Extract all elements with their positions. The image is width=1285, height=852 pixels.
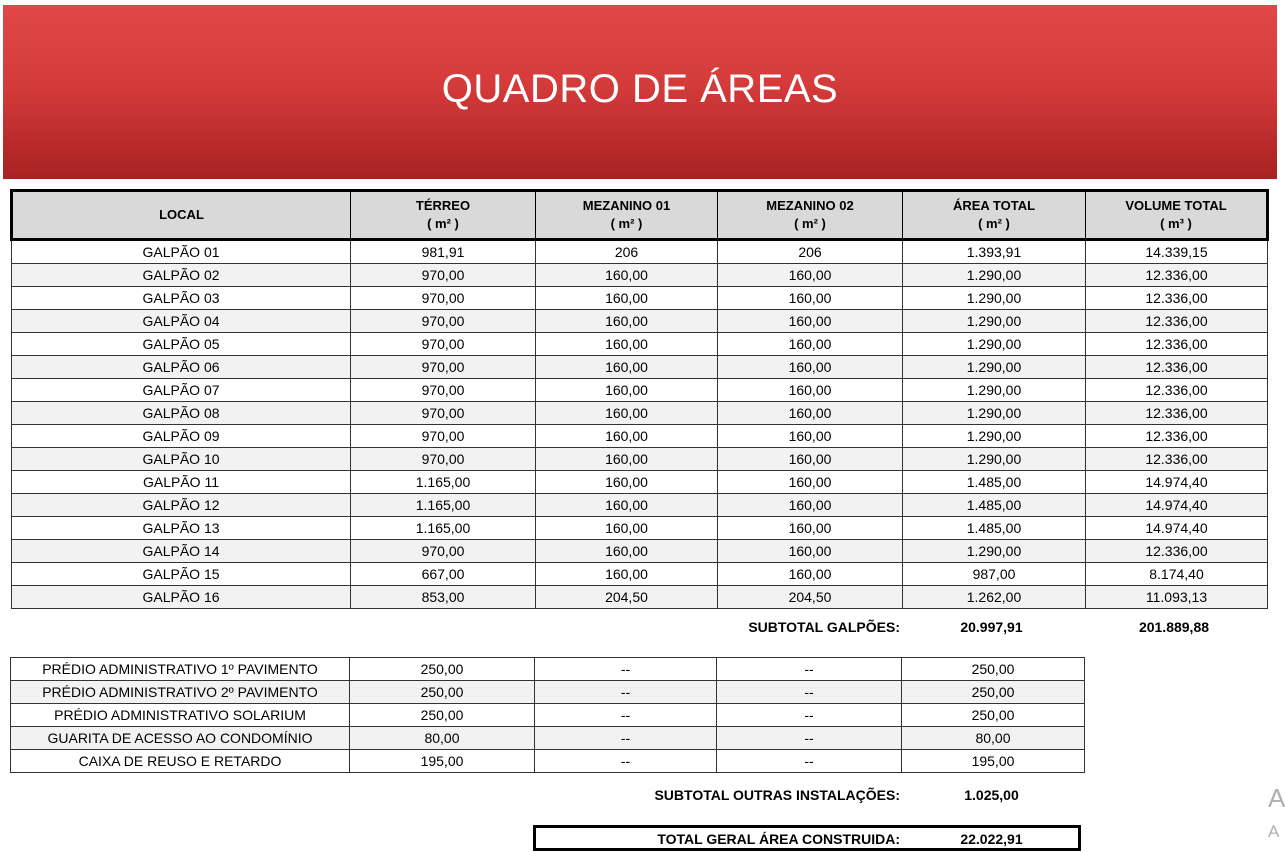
column-header-label: VOLUME TOTAL bbox=[1125, 198, 1227, 213]
subtotal-galpoes-volume: 201.889,88 bbox=[1138, 619, 1210, 635]
table-cell-terreo: 667,00 bbox=[351, 563, 536, 586]
table-cell-area-total: 1.290,00 bbox=[903, 287, 1086, 310]
table-cell-local: GALPÃO 15 bbox=[12, 563, 351, 586]
table-cell-mezanino-02: -- bbox=[717, 727, 902, 750]
table-cell-volume-total: 8.174,40 bbox=[1086, 563, 1268, 586]
table-cell-mezanino-01: -- bbox=[535, 658, 717, 681]
outras-instalacoes-table bbox=[10, 657, 1085, 773]
table-cell-mezanino-02: 206 bbox=[718, 240, 903, 264]
table-cell-local: GALPÃO 05 bbox=[12, 333, 351, 356]
table-cell-local: GALPÃO 01 bbox=[12, 240, 351, 264]
table-cell-terreo: 80,00 bbox=[350, 727, 535, 750]
table-header-row bbox=[12, 191, 1268, 240]
column-header-label: MEZANINO 01 bbox=[582, 198, 671, 213]
table-cell-terreo: 250,00 bbox=[350, 658, 535, 681]
table-cell-mezanino-01: 160,00 bbox=[536, 379, 718, 402]
table-cell-volume-total: 14.974,40 bbox=[1086, 517, 1268, 540]
table-row bbox=[11, 658, 1085, 681]
column-header-label: TÉRREO bbox=[415, 198, 471, 213]
table-cell-terreo: 970,00 bbox=[351, 356, 536, 379]
table-cell-local: GALPÃO 06 bbox=[12, 356, 351, 379]
table-cell-volume-total: 12.336,00 bbox=[1086, 448, 1268, 471]
column-header-unit: ( m² ) bbox=[978, 216, 1010, 231]
table-cell-mezanino-02: 160,00 bbox=[718, 333, 903, 356]
table-cell-terreo: 250,00 bbox=[350, 704, 535, 727]
table-cell-mezanino-02: 160,00 bbox=[718, 356, 903, 379]
total-geral-label: TOTAL GERAL ÁREA CONSTRUIDA: bbox=[657, 831, 900, 847]
table-cell-volume-total: 14.974,40 bbox=[1086, 494, 1268, 517]
galpoes-table bbox=[10, 189, 1269, 609]
table-cell-terreo: 970,00 bbox=[351, 310, 536, 333]
table-cell-area-total: 1.290,00 bbox=[903, 333, 1086, 356]
table-cell-mezanino-01: 204,50 bbox=[536, 586, 718, 609]
table-cell-mezanino-01: 160,00 bbox=[536, 494, 718, 517]
table-row bbox=[12, 448, 1268, 471]
table-cell-mezanino-02: 160,00 bbox=[718, 402, 903, 425]
table-cell-volume-total: 12.336,00 bbox=[1086, 356, 1268, 379]
table-cell-area-total: 987,00 bbox=[903, 563, 1086, 586]
column-header-unit: ( m² ) bbox=[610, 216, 643, 231]
table-row bbox=[11, 727, 1085, 750]
column-header-volume-total bbox=[1086, 191, 1268, 240]
table-cell-local: GALPÃO 02 bbox=[12, 264, 351, 287]
table-cell-volume-total: 12.336,00 bbox=[1086, 425, 1268, 448]
table-row bbox=[11, 704, 1085, 727]
edge-glyph-small: A bbox=[1268, 822, 1280, 841]
table-cell-terreo: 1.165,00 bbox=[351, 494, 536, 517]
table-cell-area-total: 1.290,00 bbox=[903, 379, 1086, 402]
table-cell-terreo: 250,00 bbox=[350, 681, 535, 704]
column-header-unit: ( m² ) bbox=[794, 216, 826, 231]
subtotal-outras-area: 1.025,00 bbox=[964, 787, 1019, 803]
table-cell-mezanino-02: 160,00 bbox=[718, 310, 903, 333]
column-header-area-total bbox=[903, 191, 1086, 240]
table-cell-mezanino-02: 160,00 bbox=[718, 264, 903, 287]
column-header-unit: ( m² ) bbox=[427, 216, 459, 231]
table-cell-mezanino-01: 206 bbox=[536, 240, 718, 264]
table-cell-terreo: 970,00 bbox=[351, 402, 536, 425]
table-cell-volume-total: 12.336,00 bbox=[1086, 287, 1268, 310]
table-cell-terreo: 970,00 bbox=[351, 333, 536, 356]
column-header-label: MEZANINO 02 bbox=[766, 198, 854, 213]
table-cell-mezanino-02: 160,00 bbox=[718, 494, 903, 517]
table-cell-mezanino-01: 160,00 bbox=[536, 356, 718, 379]
table-cell-mezanino-01: 160,00 bbox=[536, 540, 718, 563]
table-row bbox=[12, 425, 1268, 448]
table-cell-area-total: 1.290,00 bbox=[903, 264, 1086, 287]
table-cell-area-total: 1.290,00 bbox=[903, 356, 1086, 379]
table-cell-area-total: 1.290,00 bbox=[903, 425, 1086, 448]
table-cell-terreo: 853,00 bbox=[351, 586, 536, 609]
table-cell-mezanino-02: -- bbox=[717, 681, 902, 704]
table-cell-local: GALPÃO 08 bbox=[12, 402, 351, 425]
table-row bbox=[12, 379, 1268, 402]
table-row bbox=[12, 287, 1268, 310]
table-cell-local: PRÉDIO ADMINISTRATIVO SOLARIUM bbox=[11, 704, 350, 727]
table-row bbox=[12, 563, 1268, 586]
table-cell-mezanino-01: 160,00 bbox=[536, 310, 718, 333]
table-cell-mezanino-02: 204,50 bbox=[718, 586, 903, 609]
subtotal-galpoes-label: SUBTOTAL GALPÕES: bbox=[748, 619, 900, 635]
table-cell-mezanino-02: 160,00 bbox=[718, 287, 903, 310]
edge-glyph-large: A bbox=[1268, 783, 1285, 813]
table-cell-mezanino-02: -- bbox=[717, 704, 902, 727]
table-cell-mezanino-02: 160,00 bbox=[718, 563, 903, 586]
column-header-terreo bbox=[351, 191, 536, 240]
table-cell-terreo: 970,00 bbox=[351, 540, 536, 563]
table-cell-mezanino-02: 160,00 bbox=[718, 425, 903, 448]
table-cell-area-total: 1.485,00 bbox=[903, 471, 1086, 494]
table-cell-mezanino-02: -- bbox=[717, 658, 902, 681]
table-cell-mezanino-01: 160,00 bbox=[536, 425, 718, 448]
table-cell-area-total: 195,00 bbox=[902, 750, 1085, 773]
title-banner bbox=[3, 5, 1277, 179]
column-header-local bbox=[12, 191, 351, 240]
table-cell-mezanino-02: -- bbox=[717, 750, 902, 773]
table-cell-mezanino-01: 160,00 bbox=[536, 448, 718, 471]
table-cell-volume-total: 14.974,40 bbox=[1086, 471, 1268, 494]
table-row bbox=[12, 517, 1268, 540]
table-cell-area-total: 1.290,00 bbox=[903, 448, 1086, 471]
table-cell-area-total: 250,00 bbox=[902, 658, 1085, 681]
table-cell-volume-total: 12.336,00 bbox=[1086, 379, 1268, 402]
table-cell-area-total: 1.485,00 bbox=[903, 494, 1086, 517]
table-row bbox=[12, 402, 1268, 425]
table-cell-terreo: 970,00 bbox=[351, 448, 536, 471]
table-cell-terreo: 1.165,00 bbox=[351, 517, 536, 540]
table-cell-area-total: 1.393,91 bbox=[903, 240, 1086, 264]
total-geral-area: 22.022,91 bbox=[960, 831, 1023, 847]
table-row bbox=[12, 586, 1268, 609]
table-cell-mezanino-01: -- bbox=[535, 727, 717, 750]
table-cell-mezanino-01: 160,00 bbox=[536, 402, 718, 425]
table-cell-terreo: 970,00 bbox=[351, 287, 536, 310]
table-cell-terreo: 195,00 bbox=[350, 750, 535, 773]
column-header-unit: ( m³ ) bbox=[1160, 216, 1192, 231]
column-header-mezanino-02 bbox=[718, 191, 903, 240]
table-cell-mezanino-02: 160,00 bbox=[718, 540, 903, 563]
table-row bbox=[12, 494, 1268, 517]
table-cell-mezanino-01: -- bbox=[535, 681, 717, 704]
table-cell-mezanino-01: 160,00 bbox=[536, 333, 718, 356]
table-cell-terreo: 1.165,00 bbox=[351, 471, 536, 494]
table-cell-local: GALPÃO 14 bbox=[12, 540, 351, 563]
table-cell-volume-total: 12.336,00 bbox=[1086, 540, 1268, 563]
table-cell-terreo: 981,91 bbox=[351, 240, 536, 264]
table-row bbox=[12, 310, 1268, 333]
table-cell-local: GALPÃO 04 bbox=[12, 310, 351, 333]
table-cell-local: PRÉDIO ADMINISTRATIVO 1º PAVIMENTO bbox=[11, 658, 350, 681]
table-cell-volume-total: 12.336,00 bbox=[1086, 264, 1268, 287]
table-cell-mezanino-02: 160,00 bbox=[718, 379, 903, 402]
table-cell-mezanino-01: 160,00 bbox=[536, 264, 718, 287]
table-cell-area-total: 1.290,00 bbox=[903, 540, 1086, 563]
table-cell-local: GALPÃO 10 bbox=[12, 448, 351, 471]
column-header-label: ÁREA TOTAL bbox=[952, 198, 1036, 213]
table-row bbox=[12, 333, 1268, 356]
page-title: QUADRO DE ÁREAS bbox=[441, 66, 839, 111]
table-cell-local: GALPÃO 12 bbox=[12, 494, 351, 517]
subtotal-galpoes-area: 20.997,91 bbox=[960, 619, 1023, 635]
table-cell-local: GUARITA DE ACESSO AO CONDOMÍNIO bbox=[11, 727, 350, 750]
table-cell-mezanino-02: 160,00 bbox=[718, 448, 903, 471]
table-cell-mezanino-02: 160,00 bbox=[718, 471, 903, 494]
table-cell-terreo: 970,00 bbox=[351, 425, 536, 448]
table-cell-volume-total: 12.336,00 bbox=[1086, 333, 1268, 356]
total-geral-box bbox=[533, 825, 1081, 851]
table-cell-area-total: 250,00 bbox=[902, 704, 1085, 727]
table-cell-area-total: 1.290,00 bbox=[903, 310, 1086, 333]
table-cell-mezanino-01: -- bbox=[535, 750, 717, 773]
table-cell-local: PRÉDIO ADMINISTRATIVO 2º PAVIMENTO bbox=[11, 681, 350, 704]
table-cell-area-total: 1.262,00 bbox=[903, 586, 1086, 609]
table-cell-local: GALPÃO 07 bbox=[12, 379, 351, 402]
table-cell-local: GALPÃO 16 bbox=[12, 586, 351, 609]
table-cell-area-total: 80,00 bbox=[902, 727, 1085, 750]
table-cell-volume-total: 12.336,00 bbox=[1086, 402, 1268, 425]
table-cell-mezanino-01: 160,00 bbox=[536, 563, 718, 586]
table-cell-mezanino-01: 160,00 bbox=[536, 287, 718, 310]
table-cell-area-total: 250,00 bbox=[902, 681, 1085, 704]
table-row bbox=[12, 540, 1268, 563]
table-row bbox=[12, 471, 1268, 494]
subtotal-outras-label: SUBTOTAL OUTRAS INSTALAÇÕES: bbox=[654, 787, 900, 803]
table-cell-volume-total: 12.336,00 bbox=[1086, 310, 1268, 333]
table-cell-mezanino-01: 160,00 bbox=[536, 471, 718, 494]
table-row bbox=[11, 681, 1085, 704]
column-header-mezanino-01 bbox=[536, 191, 718, 240]
table-cell-volume-total: 11.093,13 bbox=[1086, 586, 1268, 609]
table-row bbox=[12, 240, 1268, 264]
table-cell-area-total: 1.290,00 bbox=[903, 402, 1086, 425]
table-cell-local: GALPÃO 03 bbox=[12, 287, 351, 310]
table-cell-local: GALPÃO 11 bbox=[12, 471, 351, 494]
table-cell-local: GALPÃO 09 bbox=[12, 425, 351, 448]
table-cell-local: CAIXA DE REUSO E RETARDO bbox=[11, 750, 350, 773]
table-row bbox=[11, 750, 1085, 773]
table-cell-terreo: 970,00 bbox=[351, 379, 536, 402]
table-cell-area-total: 1.485,00 bbox=[903, 517, 1086, 540]
table-cell-terreo: 970,00 bbox=[351, 264, 536, 287]
table-cell-mezanino-02: 160,00 bbox=[718, 517, 903, 540]
table-cell-local: GALPÃO 13 bbox=[12, 517, 351, 540]
table-cell-volume-total: 14.339,15 bbox=[1086, 240, 1268, 264]
column-header-label: LOCAL bbox=[159, 207, 204, 222]
table-row bbox=[12, 264, 1268, 287]
table-cell-mezanino-01: 160,00 bbox=[536, 517, 718, 540]
table-cell-mezanino-01: -- bbox=[535, 704, 717, 727]
table-row bbox=[12, 356, 1268, 379]
